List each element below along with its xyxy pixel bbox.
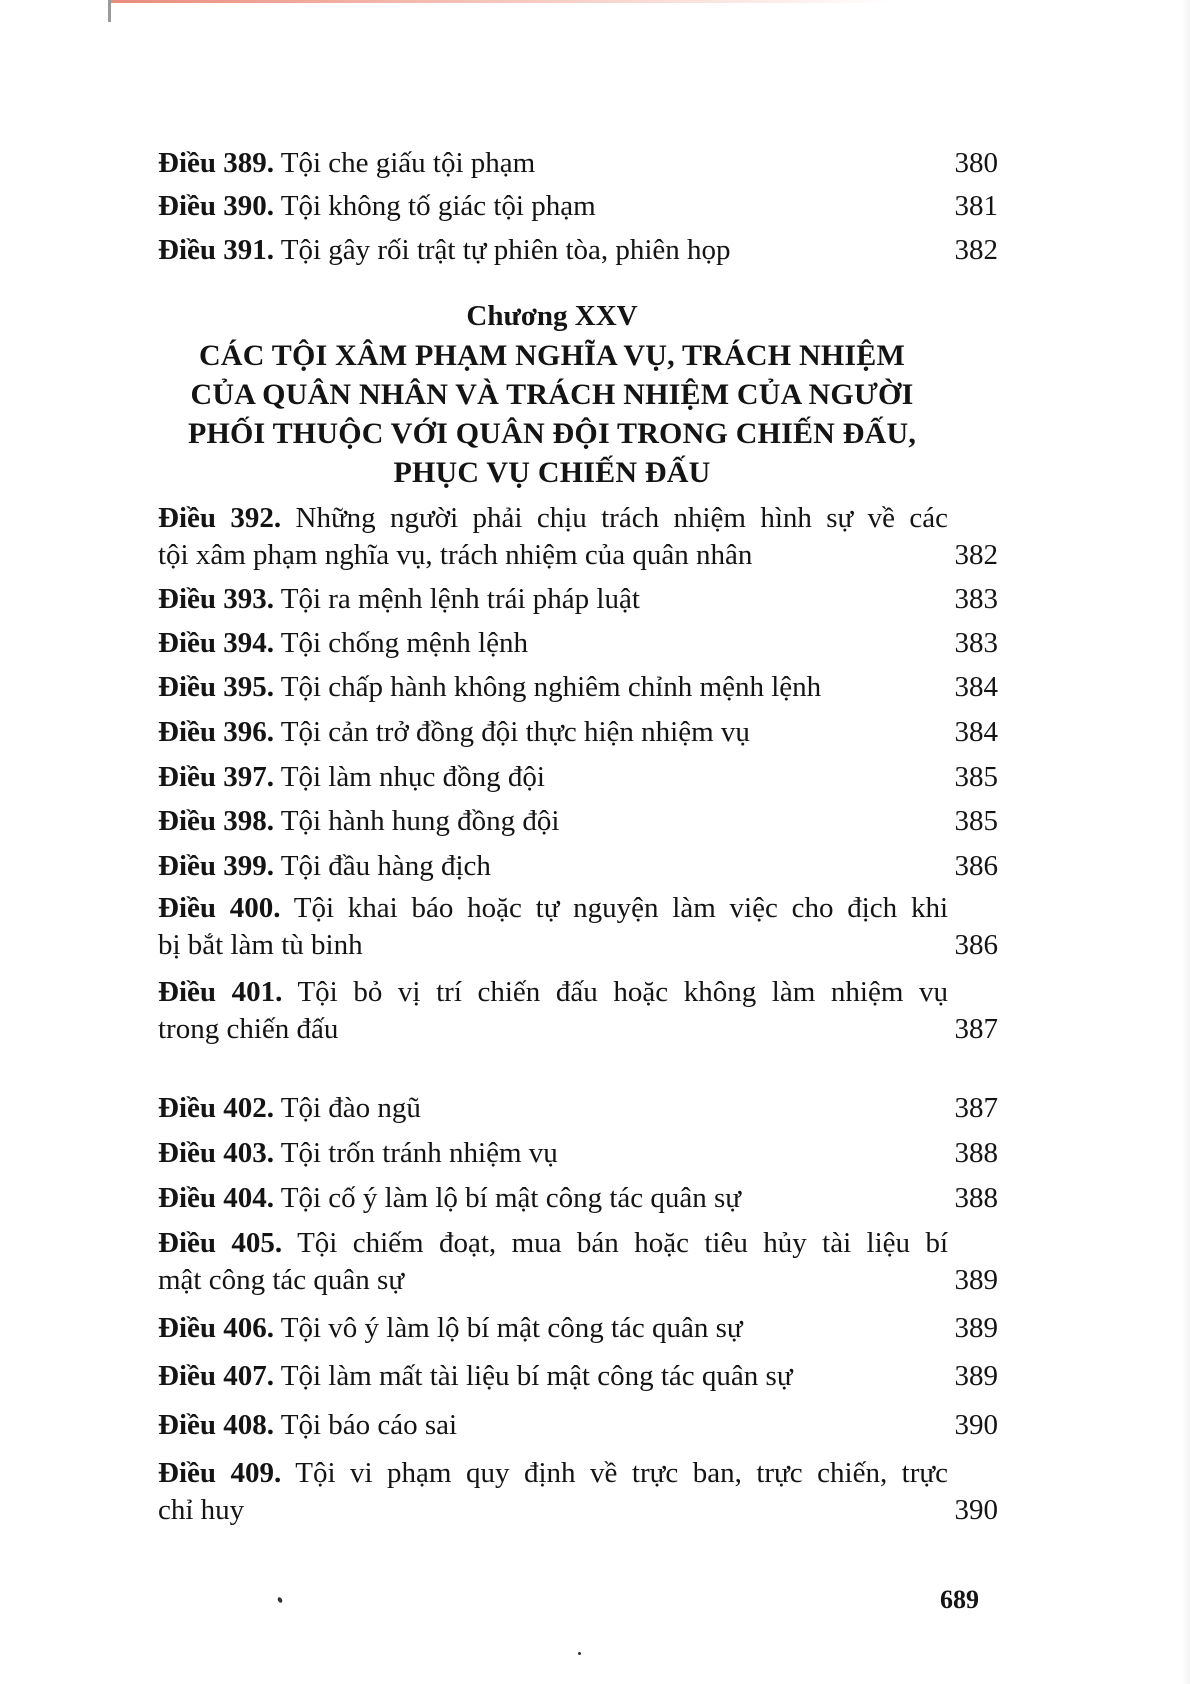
page-reference: 384: [954, 671, 998, 703]
toc-entry: [158, 145, 998, 182]
entry-line: [158, 890, 948, 927]
scan-speck: [578, 1652, 581, 1655]
toc-entry: [158, 1455, 998, 1529]
entry-line: [158, 927, 998, 964]
entry-line: [158, 974, 948, 1011]
article-number: Điều 397.: [158, 761, 274, 793]
toc-entry: [158, 1090, 998, 1127]
page-reference: 389: [954, 1264, 998, 1296]
page-reference: 390: [954, 1409, 998, 1441]
article-title: Tội bỏ vị trí chiến đấu hoặc không làm nhiệm vụ: [297, 976, 948, 1008]
article-number: Điều 403.: [158, 1137, 274, 1169]
toc-entry: [158, 890, 998, 964]
article-title-continued: bị bắt làm tù binh: [158, 929, 363, 961]
article-title: Tội vi phạm quy định về trực ban, trực chiến, trực: [295, 1457, 948, 1489]
article-number: Điều 398.: [158, 805, 274, 837]
article-number: Điều 389.: [158, 147, 274, 179]
article-number: Điều 396.: [158, 716, 274, 748]
chapter-label: Chương XXV: [466, 300, 638, 332]
chapter-title: [0, 336, 1104, 492]
scan-speck: [277, 1596, 283, 1603]
page-reference: 382: [954, 234, 998, 266]
article-number: Điều 409.: [158, 1457, 282, 1489]
article-number: Điều 401.: [158, 976, 283, 1008]
article-title: Những người phải chịu trách nhiệm hình sự về các: [295, 502, 948, 534]
chapter-title-line: CÁC TỘI XÂM PHẠM NGHĨA VỤ, TRÁCH NHIỆM: [199, 339, 905, 372]
toc-entry: [158, 669, 998, 706]
page-edge-top: [111, 0, 1091, 3]
article-number: Điều 402.: [158, 1092, 274, 1124]
page-reference: 387: [954, 1013, 998, 1045]
page-reference: 390: [954, 1494, 998, 1526]
article-title-continued: tội xâm phạm nghĩa vụ, trách nhiệm của quân nhân: [158, 539, 753, 571]
article-title: Tội báo cáo sai: [280, 1409, 458, 1441]
toc-entry: [158, 581, 998, 618]
article-number: Điều 390.: [158, 190, 274, 222]
toc-entry: [158, 1358, 998, 1395]
article-title: Tội trốn tránh nhiệm vụ: [280, 1137, 558, 1169]
article-title-continued: chỉ huy: [158, 1494, 245, 1526]
article-number: Điều 407.: [158, 1360, 274, 1392]
article-number: Điều 393.: [158, 583, 274, 615]
page-reference: 381: [954, 190, 998, 222]
page-edge-right: [1182, 0, 1190, 1684]
article-number: Điều 391.: [158, 234, 274, 266]
toc-entry: [158, 759, 998, 796]
page-reference: 384: [954, 716, 998, 748]
article-title: Tội khai báo hoặc tự nguyện làm việc cho địch khi: [293, 892, 949, 924]
article-title: Tội làm mất tài liệu bí mật công tác quân sự: [280, 1360, 793, 1392]
article-title: Tội hành hung đồng đội: [280, 805, 560, 837]
page-reference: 382: [954, 539, 998, 571]
article-number: Điều 394.: [158, 627, 274, 659]
article-title: Tội gây rối trật tự phiên tòa, phiên họp: [280, 234, 731, 266]
article-number: Điều 400.: [158, 892, 281, 924]
toc-entry: [158, 1310, 998, 1347]
toc-entry: [158, 625, 998, 662]
chapter-title-line: CỦA QUÂN NHÂN VÀ TRÁCH NHIỆM CỦA NGƯỜI: [190, 378, 914, 411]
chapter-title-line: PHỤC VỤ CHIẾN ĐẤU: [393, 456, 711, 489]
article-number: Điều 405.: [158, 1227, 283, 1259]
toc-entry: [158, 1180, 998, 1217]
entry-line: [158, 1225, 948, 1262]
entry-line: [158, 1011, 998, 1048]
entry-line: [158, 1492, 998, 1529]
article-number: Điều 395.: [158, 671, 274, 703]
page-reference: 389: [954, 1360, 998, 1392]
article-title: Tội che giấu tội phạm: [280, 147, 536, 179]
article-title: Tội chống mệnh lệnh: [280, 627, 528, 659]
toc-entry: [158, 714, 998, 751]
page-edge-mark: [108, 0, 111, 22]
page-reference: 383: [954, 583, 998, 615]
article-number: Điều 404.: [158, 1182, 274, 1214]
toc-entry: [158, 1135, 998, 1172]
toc-entry: [158, 1407, 998, 1444]
chapter-title-line: PHỐI THUỘC VỚI QUÂN ĐỘI TRONG CHIẾN ĐẤU,: [187, 417, 917, 450]
page-reference: 380: [954, 147, 998, 179]
article-title: Tội đào ngũ: [280, 1092, 421, 1124]
article-title: Tội làm nhục đồng đội: [280, 761, 545, 793]
article-title-continued: trong chiến đấu: [158, 1013, 339, 1045]
article-number: Điều 408.: [158, 1409, 274, 1441]
article-title: Tội chiếm đoạt, mua bán hoặc tiêu hủy tài liệu bí: [297, 1227, 949, 1259]
page-reference: 387: [954, 1092, 998, 1124]
toc-entry: [158, 803, 998, 840]
page-reference: 389: [954, 1312, 998, 1344]
article-number: Điều 392.: [158, 502, 282, 534]
toc-entry: [158, 232, 998, 269]
toc-entry: [158, 500, 998, 574]
article-title: Tội chấp hành không nghiêm chỉnh mệnh lệnh: [280, 671, 822, 703]
entry-line: [158, 1262, 998, 1299]
page-reference: 383: [954, 627, 998, 659]
page-reference: 388: [954, 1137, 998, 1169]
article-number: Điều 399.: [158, 850, 274, 882]
entry-line: [158, 500, 948, 537]
article-title: Tội cố ý làm lộ bí mật công tác quân sự: [280, 1182, 742, 1214]
page-reference: 385: [954, 761, 998, 793]
article-title: Tội vô ý làm lộ bí mật công tác quân sự: [280, 1312, 743, 1344]
entry-line: [158, 537, 998, 574]
page-reference: 385: [954, 805, 998, 837]
article-title: Tội đầu hàng địch: [280, 850, 491, 882]
article-title: Tội không tố giác tội phạm: [280, 190, 596, 222]
article-title: Tội ra mệnh lệnh trái pháp luật: [280, 583, 640, 615]
article-title-continued: mật công tác quân sự: [158, 1264, 405, 1296]
page-number: 689: [940, 1585, 979, 1614]
toc-entry: [158, 1225, 998, 1299]
page-reference: 386: [954, 929, 998, 961]
toc-entry: [158, 848, 998, 885]
page-reference: 386: [954, 850, 998, 882]
article-number: Điều 406.: [158, 1312, 274, 1344]
entry-line: [158, 1455, 948, 1492]
article-title: Tội cản trở đồng đội thực hiện nhiệm vụ: [280, 716, 750, 748]
toc-entry: [158, 188, 998, 225]
page-reference: 388: [954, 1182, 998, 1214]
toc-entry: [158, 974, 998, 1048]
